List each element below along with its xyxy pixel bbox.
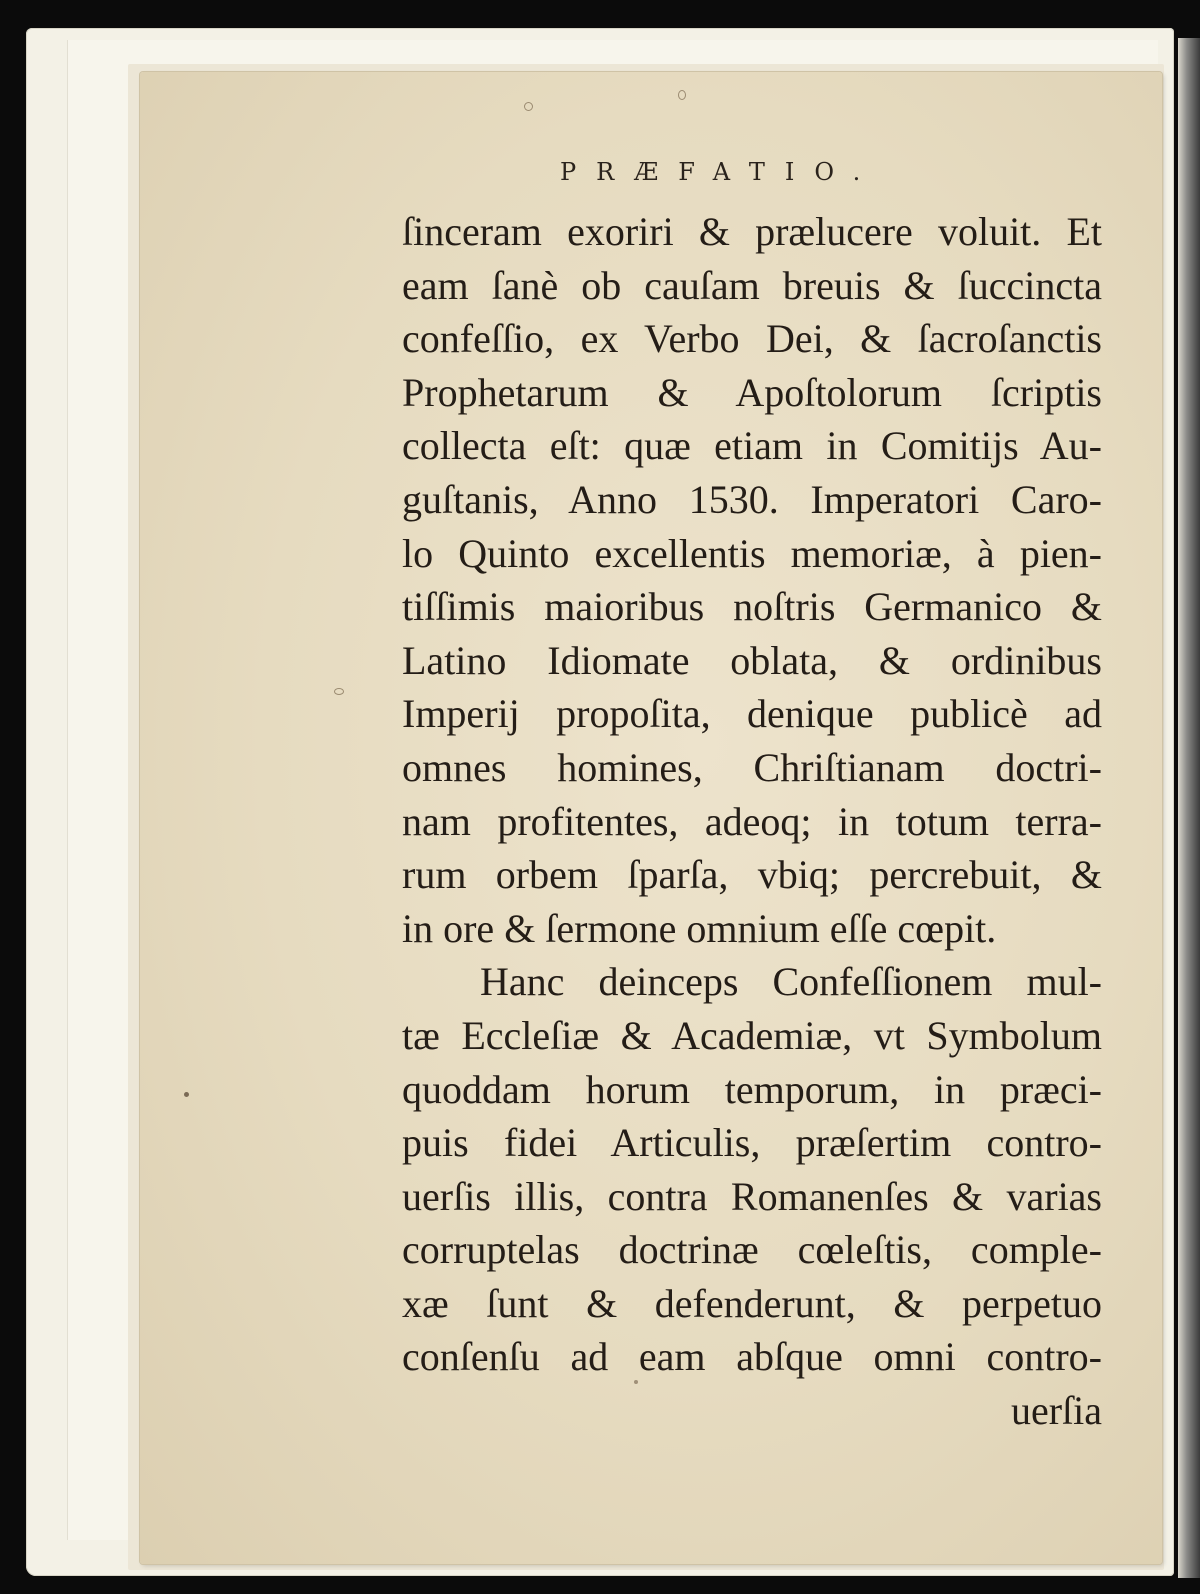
catchword: uerſia xyxy=(1010,1388,1102,1434)
text-line: quoddam horum temporum, in præci- xyxy=(402,1066,1102,1112)
text-line: tæ Eccleſiæ & Academiæ, vt Symbolum xyxy=(402,1012,1102,1058)
binding-edge xyxy=(1178,38,1200,1578)
text-line: xæ ſunt & defenderunt, & perpetuo xyxy=(402,1280,1102,1326)
text-line: lo Quinto excellentis memoriæ, à pien- xyxy=(402,530,1102,576)
text-line: in ore & ſermone omnium eſſe cœpit. xyxy=(402,905,997,951)
text-line: corruptelas doctrinæ cœleſtis, comple- xyxy=(402,1227,1102,1273)
text-line: uerſis illis, contra Romanenſes & varias xyxy=(402,1173,1102,1219)
paragraph-start-line: Hanc deinceps Confeſſionem mul- xyxy=(480,959,1102,1005)
text-line: tiſſimis maioribus noſtris Germanico & xyxy=(402,584,1102,630)
text-line: eam ſanè ob cauſam breuis & ſuccincta xyxy=(402,262,1102,308)
paper-speck xyxy=(184,1092,189,1097)
paper-speck xyxy=(678,90,686,100)
body-text xyxy=(402,205,1102,1438)
text-line: rum orbem ſparſa, vbiq; percrebuit, & xyxy=(402,852,1102,898)
text-line: omnes homines, Chriſtianam doctri- xyxy=(402,744,1102,790)
running-head: PRÆFATIO. xyxy=(560,158,881,186)
paper-speck xyxy=(334,688,344,695)
text-line: Imperij propoſita, denique publicè ad xyxy=(402,691,1102,737)
text-line: guſtanis, Anno 1530. Imperatori Caro- xyxy=(402,476,1102,522)
paper-speck xyxy=(524,102,533,111)
text-line: ſinceram exoriri & prælucere voluit. Et xyxy=(402,209,1102,254)
text-line: collecta eſt: quæ etiam in Comitijs Au- xyxy=(402,423,1102,469)
text-line: Latino Idiomate oblata, & ordinibus xyxy=(402,637,1102,683)
text-line: nam profitentes, adeoq; in totum terra- xyxy=(402,798,1102,844)
text-line: puis fidei Articulis, præſertim contro- xyxy=(402,1120,1102,1166)
text-line: Prophetarum & Apoſtolorum ſcriptis xyxy=(402,369,1102,415)
text-line: confeſſio, ex Verbo Dei, & ſacroſanctis xyxy=(402,316,1102,362)
text-line: conſenſu ad eam abſque omni contro- xyxy=(402,1334,1102,1380)
